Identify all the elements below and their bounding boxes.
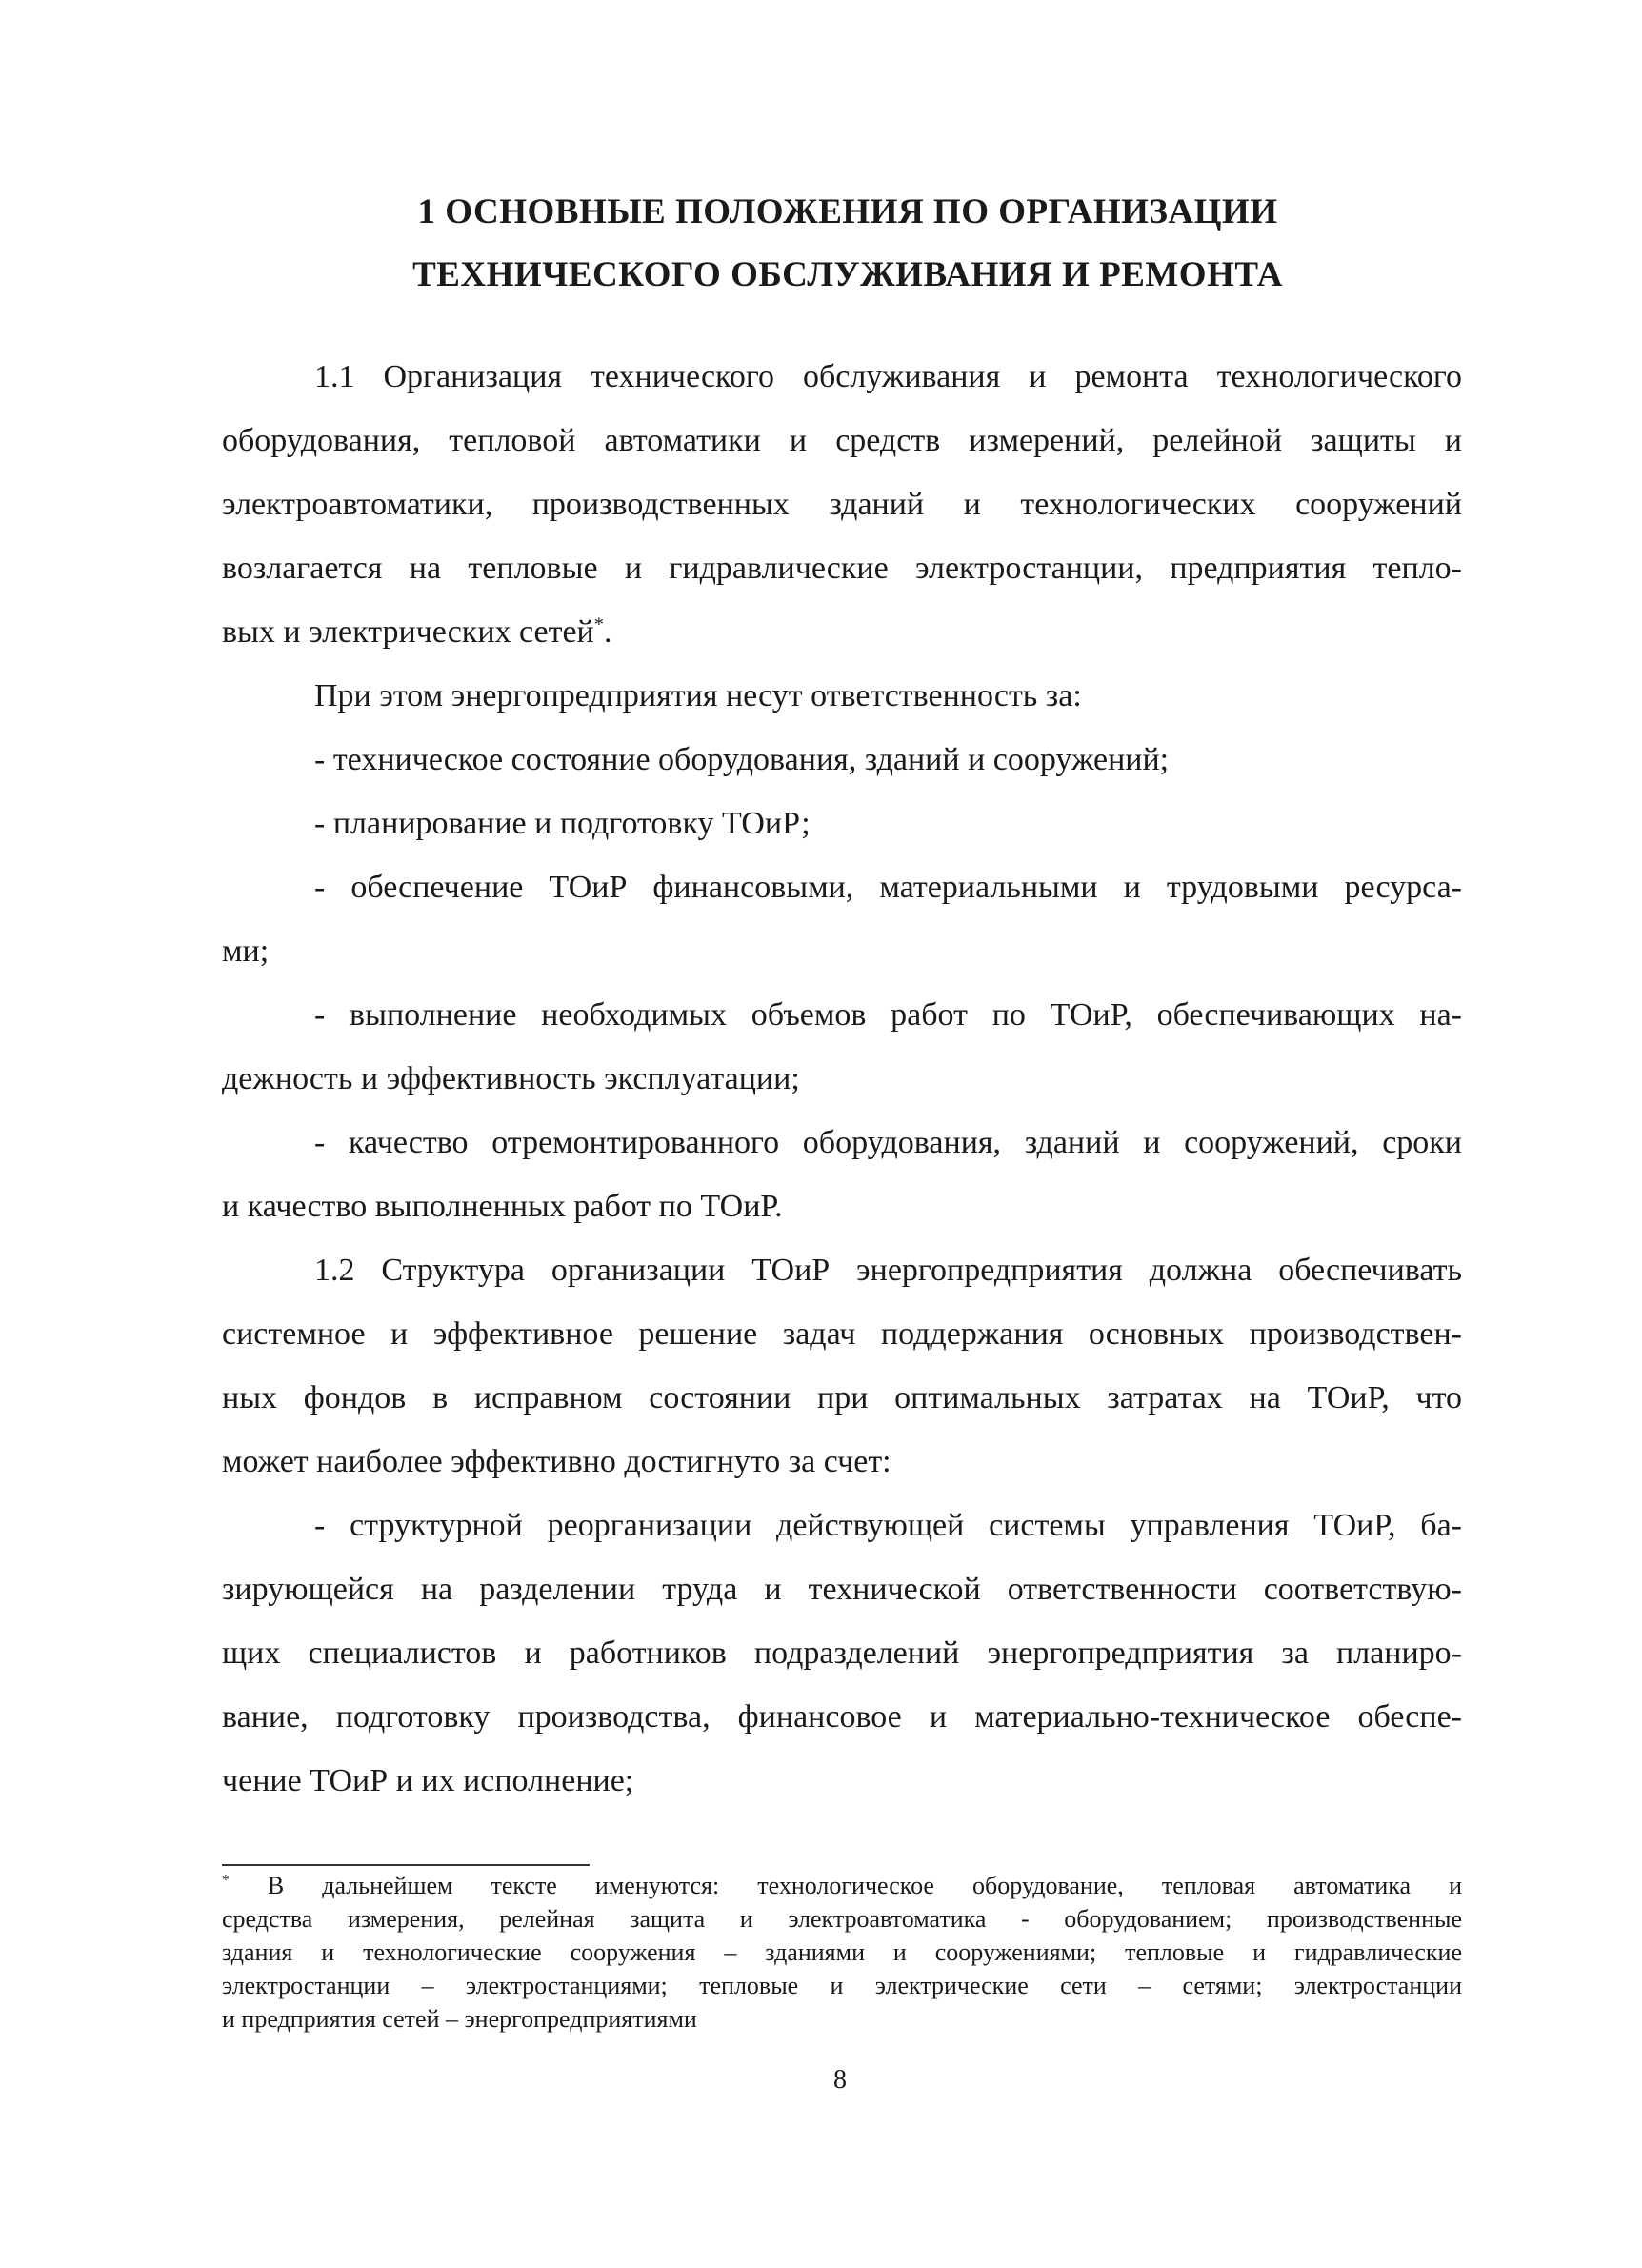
document-body xyxy=(222,345,1462,1813)
footnote-reference: * xyxy=(593,613,604,635)
footnote-divider xyxy=(222,1864,590,1866)
footnote-line xyxy=(222,1869,1462,1902)
paragraph-line: 1.1 Организация технического обслуживания и ремонта технологического xyxy=(314,359,1462,394)
footnote-line: и предприятия сетей – энергопредприятиями xyxy=(222,2005,697,2033)
page-number: 8 xyxy=(833,2065,847,2095)
paragraph-line: чение ТОиР и их исполнение; xyxy=(222,1763,634,1798)
intro-line: При этом энергопредприятия несут ответственность за: xyxy=(314,678,1082,713)
list-item-continuation: и качество выполненных работ по ТОиР. xyxy=(222,1189,783,1224)
paragraph-line: зирующейся на разделении труда и технической ответственности соответствую- xyxy=(222,1572,1462,1607)
paragraph-line: вание, подготовку производства, финансовое и материально-техническое обеспе- xyxy=(222,1699,1462,1735)
footnote-line: здания и технологические сооружения – зданиями и сооружениями; тепловые и гидравлические xyxy=(222,1938,1462,1966)
paragraph-line: оборудования, тепловой автоматики и средств измерений, релейной защиты и xyxy=(222,423,1462,458)
list-item: - техническое состояние оборудования, зданий и сооружений; xyxy=(314,742,1170,777)
footnote-line-text: В дальнейшем тексте именуются: технологическое оборудование, тепловая автоматика и xyxy=(267,1872,1462,1899)
list-item: - выполнение необходимых объемов работ по ТОиР, обеспечивающих на- xyxy=(314,997,1462,1033)
footnote-marker: * xyxy=(222,1872,230,1889)
heading-line: ТЕХНИЧЕСКОГО ОБСЛУЖИВАНИЯ И РЕМОНТА xyxy=(412,255,1283,294)
paragraph-line: системное и эффективное решение задач поддержания основных производствен- xyxy=(222,1316,1462,1352)
list-item: - планирование и подготовку ТОиР; xyxy=(314,806,811,841)
heading-line: 1 ОСНОВНЫЕ ПОЛОЖЕНИЯ ПО ОРГАНИЗАЦИИ xyxy=(417,192,1278,231)
paragraph-end-punctuation: . xyxy=(603,614,612,650)
paragraph-line: щих специалистов и работников подразделений энергопредприятия за планиро- xyxy=(222,1636,1462,1671)
paragraph-line: ных фондов в исправном состоянии при оптимальных затратах на ТОиР, что xyxy=(222,1380,1462,1415)
paragraph-line: - структурной реорганизации действующей системы управления ТОиР, ба- xyxy=(314,1508,1462,1543)
footnote-line: электростанции – электростанциями; тепловые и электрические сети – сетями; электростанции xyxy=(222,1972,1462,1999)
paragraph-line: возлагается на тепловые и гидравлические электростанции, предприятия тепло- xyxy=(222,551,1462,586)
paragraph-line-text: вых и электрических сетей xyxy=(222,614,594,650)
list-item: - качество отремонтированного оборудования, зданий и сооружений, сроки xyxy=(314,1125,1462,1160)
paragraph-line: может наиболее эффективно достигнуто за счет: xyxy=(222,1444,891,1479)
footnote-line: средства измерения, релейная защита и электроавтоматика - оборудованием; производственные xyxy=(222,1905,1462,1933)
paragraph-line: 1.2 Структура организации ТОиР энергопредприятия должна обеспечивать xyxy=(314,1253,1462,1288)
list-item-continuation: ми; xyxy=(222,933,270,969)
footnote xyxy=(222,1869,1462,2036)
paragraph-line: электроавтоматики, производственных зданий и технологических сооружений xyxy=(222,487,1462,522)
list-item-continuation: дежность и эффективность эксплуатации; xyxy=(222,1061,800,1096)
list-item: - обеспечение ТОиР финансовыми, материальными и трудовыми ресурса- xyxy=(314,870,1462,905)
section-heading xyxy=(229,181,1467,307)
paragraph-line xyxy=(222,600,1462,664)
